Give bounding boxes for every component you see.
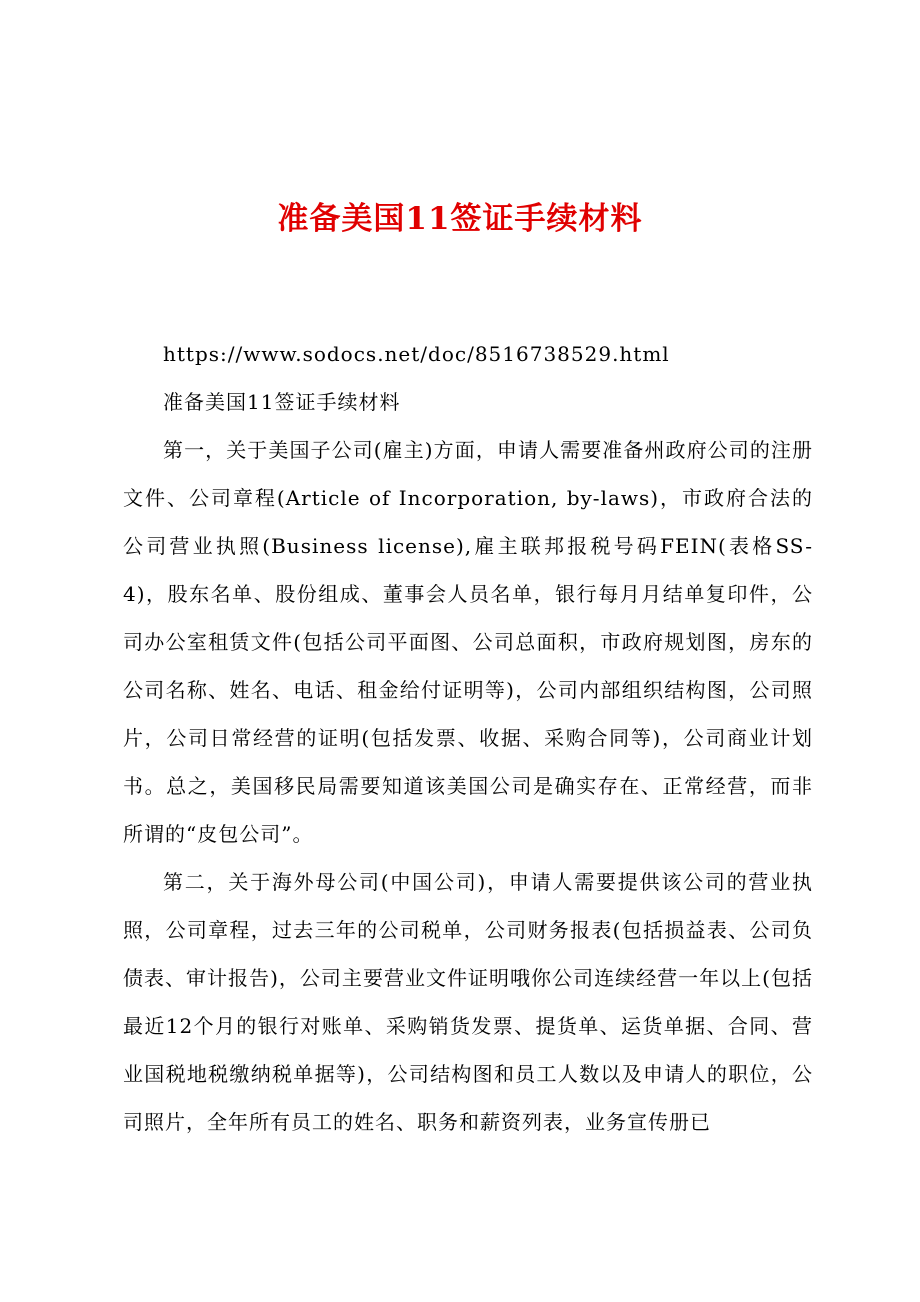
paragraph-first: 第一，关于美国子公司(雇主)方面，申请人需要准备州政府公司的注册文件、公司章程(Article of Incorporation, by-laws)，市政府合法的公司营业执照(Business license),雇主联邦报税号码FEIN(表格SS-4)，股东名单、股份组成、董事会人员名单，银行每月月结单复印件，公司办公室租赁文件(包括公司平面图、公司总面积，市政府规划图，房东的公司名称、姓名、电话、租金给付证明等)，公司内部组织结构图，公司照片，公司日常经营的证明(包括发票、收据、采购合同等)，公司商业计划书。总之，美国移民局需要知道该美国公司是确实存在、正常经营，而非所谓的“皮包公司”。 xyxy=(123,438,813,846)
source-url[interactable]: https://www.sodocs.net/doc/8516738529.html xyxy=(163,342,670,366)
document-body xyxy=(123,330,813,1146)
document-subtitle: 准备美国11签证手续材料 xyxy=(163,390,401,414)
document-title: 准备美国11签证手续材料 xyxy=(277,201,643,237)
paragraph-second: 第二，关于海外母公司(中国公司)，申请人需要提供该公司的营业执照，公司章程，过去三年的公司税单，公司财务报表(包括损益表、公司负债表、审计报告)，公司主要营业文件证明哦你公司连续经营一年以上(包括最近12个月的银行对账单、采购销货发票、提货单、运货单据、合同、营业国税地税缴纳税单据等)，公司结构图和员工人数以及申请人的职位，公司照片，全年所有员工的姓名、职务和薪资列表，业务宣传册已 xyxy=(123,870,813,1134)
